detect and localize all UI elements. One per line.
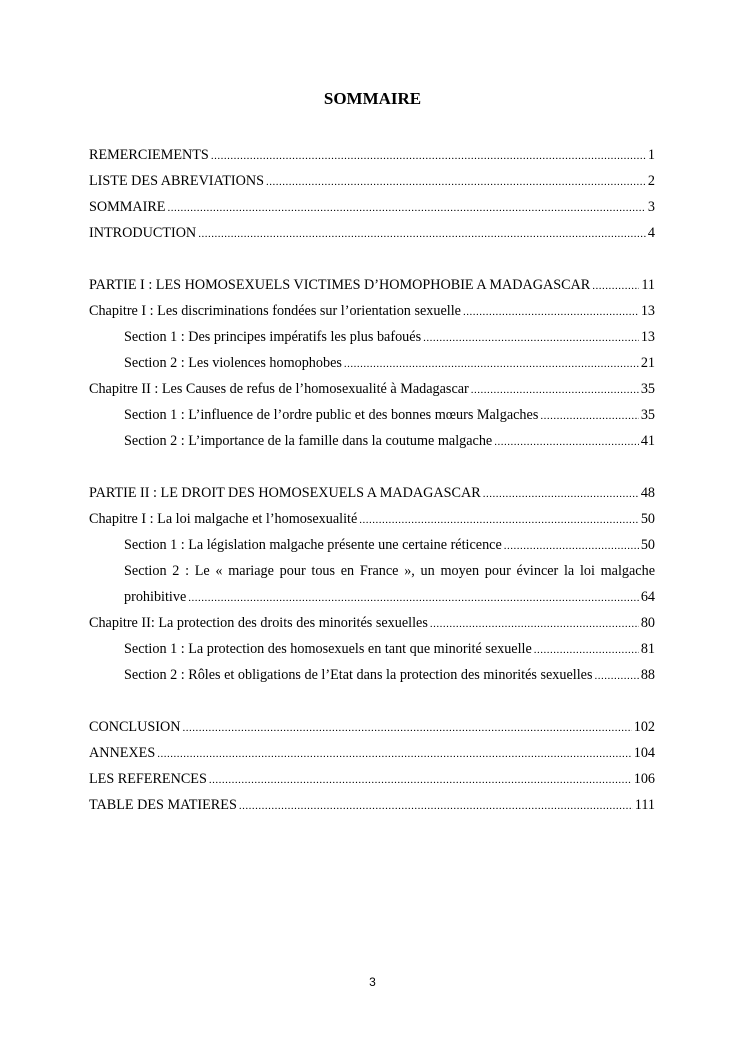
toc-entry-p1-c1-section-1[interactable] <box>89 327 655 353</box>
dot-leader <box>239 796 633 817</box>
toc-entry-page: 111 <box>634 797 655 813</box>
toc-entry-partie-2[interactable] <box>89 483 655 509</box>
dot-leader <box>182 718 631 739</box>
dot-leader <box>592 276 639 297</box>
toc-entry-page: 64 <box>640 589 655 605</box>
dot-leader <box>540 406 638 427</box>
toc-entry-label: Chapitre I : Les discriminations fondées sur l’orientation sexuelle <box>89 303 461 319</box>
toc-entry-page: 102 <box>633 719 655 735</box>
toc-entry-introduction[interactable] <box>89 223 655 249</box>
toc-entry-page: 80 <box>640 615 655 631</box>
toc-entry-p2-c1-section-2-line1[interactable]: Section 2 : Le « mariage pour tous en France », un moyen pour évincer la loi malgache <box>124 563 655 579</box>
dot-leader <box>157 744 632 765</box>
toc-entry-label: Section 2 : L’importance de la famille dans la coutume malgache <box>124 433 493 449</box>
dot-leader <box>209 770 632 791</box>
toc-entry-page: 13 <box>640 303 655 319</box>
toc-entry-label: Section 2 : Rôles et obligations de l’Etat dans la protection des minorités sexuelles <box>124 667 593 683</box>
toc-entry-p2-c1-section-2[interactable] <box>89 587 655 613</box>
toc-entry-label: SOMMAIRE <box>89 199 166 215</box>
toc-entry-page: 4 <box>647 225 655 241</box>
toc-entry-partie-1[interactable] <box>89 275 655 301</box>
dot-leader <box>344 354 639 375</box>
dot-leader <box>423 328 639 349</box>
dot-leader <box>504 536 639 557</box>
page-number: 3 <box>369 975 376 989</box>
toc-entry-label: REMERCIEMENTS <box>89 147 209 163</box>
toc-entry-p2-c1-section-1[interactable] <box>89 535 655 561</box>
toc-entry-label: Chapitre II: La protection des droits des minorités sexuelles <box>89 615 428 631</box>
toc-entry-label: Chapitre II : Les Causes de refus de l’homosexualité à Madagascar <box>89 381 469 397</box>
toc-entry-page: 50 <box>640 511 655 527</box>
dot-leader <box>167 198 645 219</box>
toc-entry-p2-chapitre-2[interactable] <box>89 613 655 639</box>
page-title: SOMMAIRE <box>323 89 422 108</box>
toc-entry-label: LISTE DES ABREVIATIONS <box>89 173 264 189</box>
dot-leader <box>266 172 646 193</box>
toc-entry-p1-c2-section-1[interactable] <box>89 405 655 431</box>
toc-entry-label: INTRODUCTION <box>89 225 197 241</box>
toc-entry-label: prohibitive <box>124 589 187 605</box>
toc-entry-page: 2 <box>647 173 655 189</box>
toc-entry-remerciements[interactable] <box>89 145 655 171</box>
toc-entry-annexes[interactable] <box>89 743 655 769</box>
dot-leader <box>471 380 639 401</box>
dot-leader <box>534 640 639 661</box>
toc-entry-page: 88 <box>640 667 655 683</box>
table-of-contents <box>89 145 655 821</box>
toc-entry-page: 1 <box>647 147 655 163</box>
dot-leader <box>188 588 639 609</box>
dot-leader <box>463 302 639 323</box>
toc-entry-label: Section 1 : Des principes impératifs les plus bafoués <box>124 329 422 345</box>
toc-entry-label: Chapitre I : La loi malgache et l’homosexualité <box>89 511 358 527</box>
dot-leader <box>595 666 639 687</box>
toc-entry-page: 3 <box>647 199 655 215</box>
toc-entry-p2-c2-section-1[interactable] <box>89 639 655 665</box>
toc-entry-page: 81 <box>640 641 655 657</box>
toc-entry-table-des-matieres[interactable] <box>89 795 655 821</box>
toc-entry-label: LES REFERENCES <box>89 771 207 787</box>
toc-entry-label: TABLE DES MATIERES <box>89 797 237 813</box>
toc-entry-page: 50 <box>640 537 655 553</box>
toc-entry-references[interactable] <box>89 769 655 795</box>
toc-entry-label: Section 2 : Les violences homophobes <box>124 355 342 371</box>
toc-entry-sommaire[interactable] <box>89 197 655 223</box>
toc-entry-p1-c1-section-2[interactable] <box>89 353 655 379</box>
toc-entry-label: Section 1 : La législation malgache présente une certaine réticence <box>124 537 502 553</box>
toc-entry-page: 11 <box>641 277 655 293</box>
toc-entry-label: ANNEXES <box>89 745 156 761</box>
toc-entry-p1-chapitre-2[interactable] <box>89 379 655 405</box>
dot-leader <box>198 224 646 245</box>
toc-entry-p2-chapitre-1[interactable] <box>89 509 655 535</box>
toc-entry-p1-chapitre-1[interactable] <box>89 301 655 327</box>
toc-entry-page: 21 <box>640 355 655 371</box>
toc-entry-conclusion[interactable] <box>89 717 655 743</box>
toc-entry-page: 41 <box>640 433 655 449</box>
toc-entry-label: Section 1 : La protection des homosexuels en tant que minorité sexuelle <box>124 641 532 657</box>
toc-entry-page: 104 <box>633 745 655 761</box>
toc-entry-page: 13 <box>640 329 655 345</box>
dot-leader <box>494 432 639 453</box>
toc-entry-page: 106 <box>633 771 655 787</box>
dot-leader <box>483 484 639 505</box>
toc-entry-p2-c2-section-2[interactable] <box>89 665 655 691</box>
dot-leader <box>359 510 639 531</box>
toc-entry-abreviations[interactable] <box>89 171 655 197</box>
toc-entry-page: 48 <box>640 485 655 501</box>
dot-leader <box>430 614 639 635</box>
toc-entry-label: PARTIE I : LES HOMOSEXUELS VICTIMES D’HOMOPHOBIE A MADAGASCAR <box>89 277 591 293</box>
toc-entry-p1-c2-section-2[interactable] <box>89 431 655 457</box>
toc-entry-label: CONCLUSION <box>89 719 181 735</box>
toc-entry-page: 35 <box>640 407 655 423</box>
toc-entry-page: 35 <box>640 381 655 397</box>
toc-entry-label: Section 1 : L’influence de l’ordre public et des bonnes mœurs Malgaches <box>124 407 539 423</box>
dot-leader <box>211 146 646 167</box>
toc-entry-label: PARTIE II : LE DROIT DES HOMOSEXUELS A MADAGASCAR <box>89 485 481 501</box>
